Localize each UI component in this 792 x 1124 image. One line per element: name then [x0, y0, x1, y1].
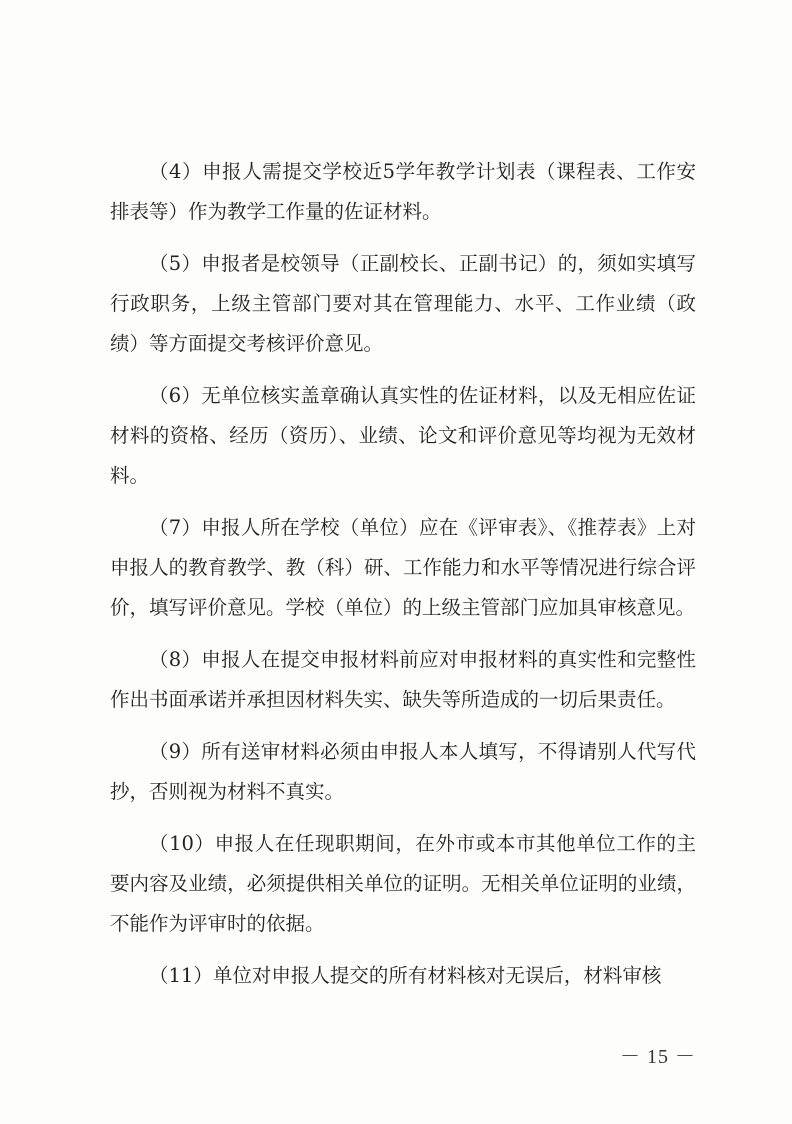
- paragraph-item-8: （8）申报人在提交申报材料前应对申报材料的真实性和完整性作出书面承诺并承担因材料失实、缺失等所造成的一切后果责任。: [110, 648, 696, 711]
- paragraph-item-9: （9）所有送审材料必须由申报人本人填写，不得请别人代写代抄，否则视为材料不真实。: [110, 740, 696, 803]
- paragraph-item-5: （5）申报者是校领导（正副校长、正副书记）的，须如实填写行政职务，上级主管部门要对其在管理能力、水平、工作业绩（政绩）等方面提交考核评价意见。: [110, 252, 696, 355]
- paragraph-item-7: （7）申报人所在学校（单位）应在《评审表》、《推荐表》上对申报人的教育教学、教（科）研、工作能力和水平等情况进行综合评价，填写评价意见。学校（单位）的上级主管部门应加具审核意见。: [110, 516, 696, 619]
- paragraph-item-10: （10）申报人在任现职期间，在外市或本市其他单位工作的主要内容及业绩，必须提供相关单位的证明。无相关单位证明的业绩，不能作为评审时的依据。: [110, 832, 696, 935]
- page-number: － 15 －: [620, 1046, 696, 1068]
- paragraph-item-11: （11）单位对申报人提交的所有材料核对无误后，材料审核: [149, 964, 662, 987]
- paragraph-item-4: （4）申报人需提交学校近5学年教学计划表（课程表、工作安排表等）作为教学工作量的佐证材料。: [110, 160, 696, 223]
- paragraph-item-6: （6）无单位核实盖章确认真实性的佐证材料，以及无相应佐证材料的资格、经历（资历）、业绩、论文和评价意见等均视为无效材料。: [110, 384, 696, 487]
- body-text: [110, 152, 696, 1008]
